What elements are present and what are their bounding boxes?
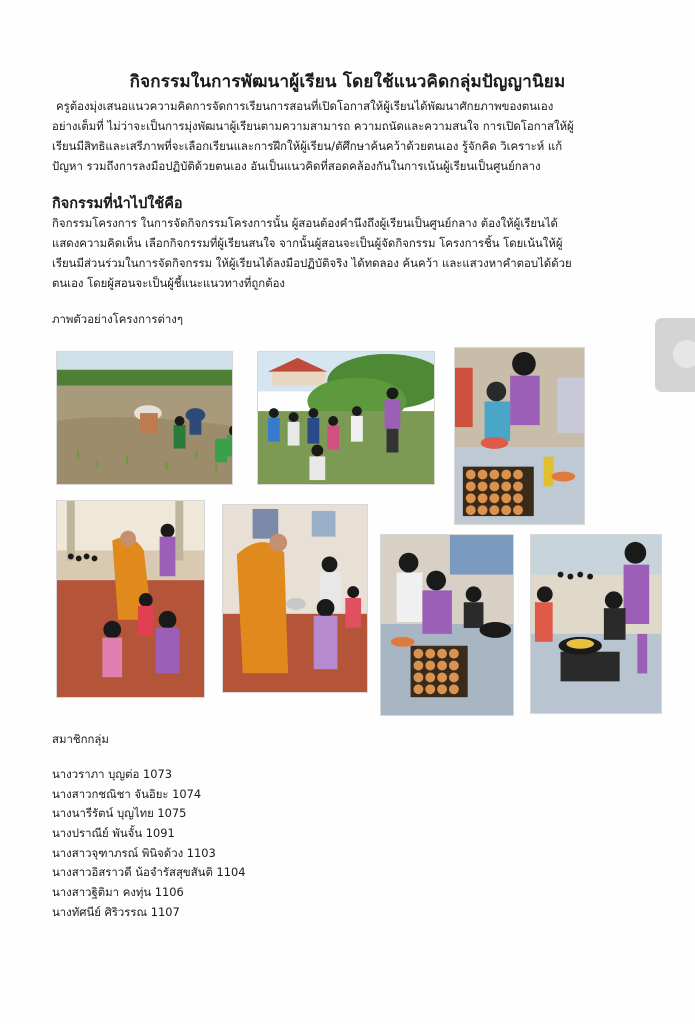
activity-paragraph <box>52 213 652 293</box>
intro-paragraph <box>52 96 652 176</box>
photo-cooking-eggs <box>380 534 514 716</box>
page-title: กิจกรรมในการพัฒนาผู้เรียน โดยใช้แนวคิดกลุ่มปัญญานิยม <box>129 72 566 92</box>
photo-children-eggs <box>454 347 585 525</box>
activity-line: กิจกรรมโครงการ ในการจัดกิจกรรมโครงการนั้น ผู้สอนต้องคำนึงถึงผู้เรียนเป็นศูนย์กลาง ต้องให้ผู้เรียนได้ <box>52 216 558 230</box>
section-heading: กิจกรรมที่นำไปใช้คือ <box>52 196 183 212</box>
intro-line: เรียนมีสิทธิและเสรีภาพที่จะเลือกเรียนและการฝึกให้ผู้เรียน/ตัศึกษาค้นคว้าด้วยตนเอง รู้จักคิด วิเคราะห์ แก้ <box>52 139 563 153</box>
intro-line: อย่างเต็มที่ ไม่ว่าจะเป็นการมุ่งพัฒนาผู้เรียนตามความสามารถ ความถนัดและความสนใจ การเปิดโอกาสให้ผู้ <box>52 119 574 133</box>
member-item: นางนารีรัตน์ บุญไทย 1075 <box>52 806 187 821</box>
member-item: นางสาวฐิติมา คงทุ่น 1106 <box>52 885 184 900</box>
members-list <box>52 765 245 923</box>
members-heading: สมาชิกกลุ่ม <box>52 732 109 746</box>
photo-garden <box>257 351 435 485</box>
photo-monk-children <box>222 504 368 693</box>
member-item: นางสาวกชณิชา จันอิยะ 1074 <box>52 786 202 801</box>
intro-line: ปัญหา รวมถึงการลงมือปฏิบัติด้วยตนเอง อันเป็นแนวคิดที่สอดคล้องกันในการเน้นผู้เรียนเป็นศูนย์กลาง <box>52 159 541 173</box>
member-item: นางสาวอิสราวดี น้อจำรัสสุขสันติ 1104 <box>52 865 246 880</box>
photo-rice-planting <box>56 351 233 485</box>
photo-caption: ภาพตัวอย่างโครงการต่างๆ <box>52 312 183 326</box>
activity-line: แสดงความคิดเห็น เลือกกิจกรรมที่ผู้เรียนสนใจ จากนั้นผู้สอนจะเป็นผู้จัดกิจกรรม โครงการชิ้น โดยเน้นให้ผู้ <box>52 236 563 250</box>
intro-line: ครูต้องมุ่งเสนอแนวความคิดการจัดการเรียนการสอนที่เปิดโอกาสให้ผู้เรียนได้พัฒนาศักยภาพของตนเอง <box>56 99 554 113</box>
scroll-knob <box>673 340 695 368</box>
member-item: นางสาวจุฑาภรณ์ พินิจด้วง 1103 <box>52 845 216 860</box>
activity-line: เรียนมีส่วนร่วมในการจัดกิจกรรม ให้ผู้เรียนได้ลงมือปฏิบัติจริง ได้ทดลอง ค้นคว้า และแสวงหาคำตอบได้ด้วย <box>52 256 572 270</box>
member-item: นางปราณีย์ พันจั้น 1091 <box>52 826 175 841</box>
side-scroll-handle-icon[interactable] <box>655 318 695 392</box>
activity-line: ตนเอง โดยผู้สอนจะเป็นผู้ชี้แนะแนวทางที่ถูกต้อง <box>52 276 285 290</box>
member-item: นางวราภา บุญต่อ 1073 <box>52 767 172 781</box>
member-item: นางทัศนีย์ ศิริวรรณ 1107 <box>52 904 180 919</box>
photo-children-stove <box>530 534 662 714</box>
photo-monk-alms <box>56 500 205 698</box>
